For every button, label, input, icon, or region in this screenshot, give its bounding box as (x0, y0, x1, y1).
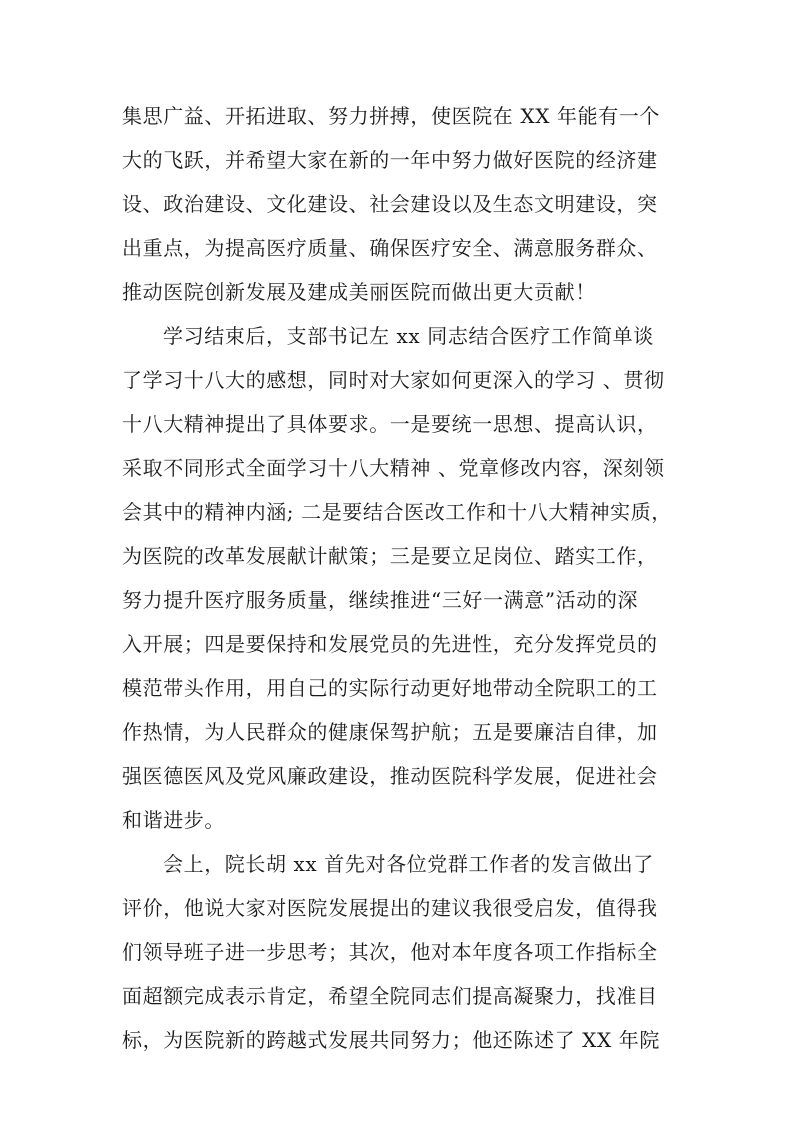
text-line: 们领导班子进一步思考；其次，他对本年度各项工作指标全 (122, 940, 658, 964)
text-line: 推动医院创新发展及建成美丽医院而做出更大贡献！ (122, 280, 596, 304)
text-line: 和谐进步。 (122, 808, 225, 832)
text-line: 模范带头作用，用自己的实际行动更好地带动全院职工的工 (122, 676, 658, 700)
text-line: 评价，他说大家对医院发展提出的建议我很受启发，值得我 (122, 896, 658, 920)
text-line: 大的飞跃，并希望大家在新的一年中努力做好医院的经济建 (122, 148, 658, 172)
text-line: 采取不同形式全面学习十八大精神 、党章修改内容，深刻领 (122, 456, 665, 480)
text-line: 了学习十八大的感想，同时对大家如何更深入的学习 、贯彻 (122, 368, 665, 392)
paragraph-first-line: 会上，院长胡 xx 首先对各位党群工作者的发言做出了 (163, 852, 654, 876)
text-line: 入开展；四是要保持和发展党员的先进性，充分发挥党员的 (122, 632, 658, 656)
text-line: 集思广益、开拓进取、努力拼搏，使医院在 XX 年能有一个 (122, 104, 660, 128)
text-line: 面超额完成表示肯定，希望全院同志们提高凝聚力，找准目 (122, 984, 658, 1008)
text-line: 出重点，为提高医疗质量、确保医疗安全、满意服务群众、 (122, 236, 658, 260)
text-line: 作热情，为人民群众的健康保驾护航；五是要廉洁自律，加 (122, 720, 658, 744)
text-line: 会其中的精神内涵; 二是要结合医改工作和十八大精神实质， (122, 500, 672, 524)
text-line: 设、政治建设、文化建设、社会建设以及生态文明建设，突 (122, 192, 658, 216)
text-line: 标，为医院新的跨越式发展共同努力；他还陈述了 XX 年院 (122, 1028, 660, 1052)
text-line: 十八大精神提出了具体要求。一是要统一思想、提高认识， (122, 412, 658, 436)
text-line: 努力提升医疗服务质量，继续推进“三好一满意”活动的深 (122, 588, 639, 612)
text-line: 强医德医风及党风廉政建设，推动医院科学发展，促进社会 (122, 764, 658, 788)
text-line: 为医院的改革发展献计献策；三是要立足岗位、踏实工作， (122, 544, 658, 568)
paragraph-first-line: 学习结束后，支部书记左 xx 同志结合医疗工作简单谈 (163, 324, 654, 348)
